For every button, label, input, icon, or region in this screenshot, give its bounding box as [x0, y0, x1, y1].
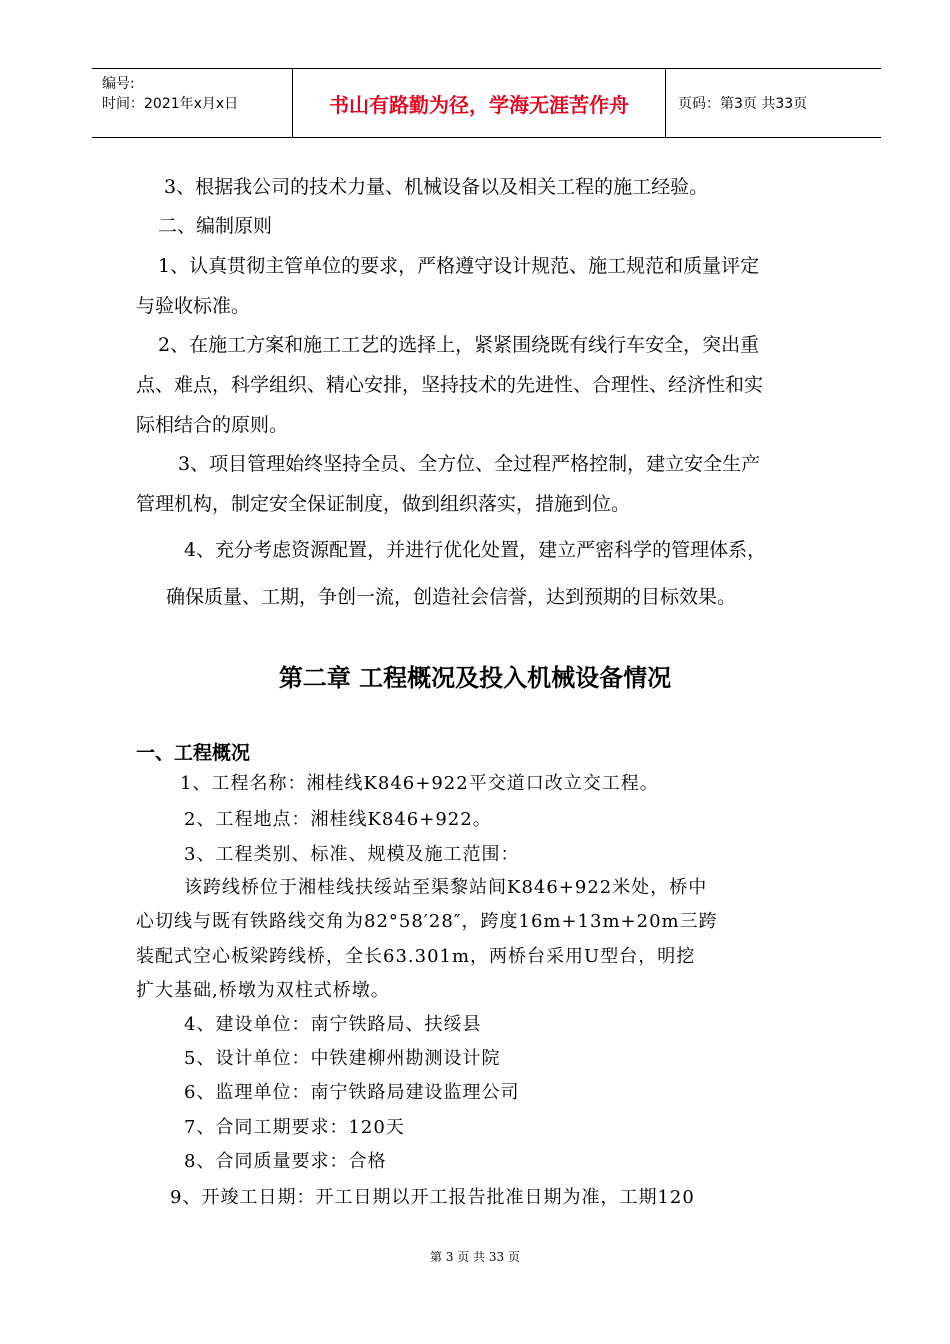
time-label: 时间：2021年x月x日	[102, 96, 239, 112]
project-line: 1、工程名称：湘桂线K846+922平交道口改立交工程。	[180, 773, 659, 794]
page-header	[92, 68, 881, 138]
body-line: 点、难点，科学组织、精心安排，坚持技术的先进性、合理性、经济性和实	[136, 374, 764, 396]
body-heading: 二、编制原则	[158, 215, 273, 237]
body-line: 确保质量、工期，争创一流，创造社会信誉，达到预期的目标效果。	[166, 586, 737, 608]
body-line: 4、充分考虑资源配置，并进行优化处置，建立严密科学的管理体系，	[184, 539, 767, 561]
section-title: 一、工程概况	[136, 742, 251, 764]
project-line: 9、开竣工日期：开工日期以开工报告批准日期为准，工期120	[170, 1187, 695, 1208]
body-line: 3、根据我公司的技术力量、机械设备以及相关工程的施工经验。	[164, 176, 709, 198]
header-meta	[92, 69, 293, 137]
body-line: 与验收标准。	[136, 295, 251, 317]
project-line: 5、设计单位：中铁建柳州勘测设计院	[184, 1048, 501, 1069]
project-line: 3、工程类别、标准、规模及施工范围：	[184, 844, 520, 865]
header-page-info: 页码：第3页 共33页	[678, 96, 808, 112]
project-line: 7、合同工期要求：120天	[184, 1117, 405, 1138]
project-line: 4、建设单位：南宁铁路局、扶绥县	[184, 1014, 482, 1035]
project-line: 该跨线桥位于湘桂线扶绥站至渠黎站间K846+922米处，桥中	[184, 877, 708, 898]
header-motto: 书山有路勤为径，学海无涯苦作舟	[293, 69, 666, 137]
body-line: 2、在施工方案和施工工艺的选择上，紧紧围绕既有线行车安全，突出重	[158, 334, 760, 356]
page-footer: 第 3 页 共 33 页	[430, 1250, 520, 1264]
project-line: 6、监理单位：南宁铁路局建设监理公司	[184, 1082, 520, 1103]
body-line: 1、认真贯彻主管单位的要求，严格遵守设计规范、施工规范和质量评定	[158, 255, 760, 277]
chapter-title: 第二章 工程概况及投入机械设备情况	[278, 664, 672, 692]
project-line: 扩大基础,桥墩为双柱式桥墩。	[136, 980, 390, 1001]
body-line: 3、项目管理始终坚持全员、全方位、全过程严格控制，建立安全生产	[178, 453, 761, 475]
body-line: 际相结合的原则。	[136, 414, 289, 436]
project-line: 心切线与既有铁路线交角为82°58′28″，跨度16m+13m+20m三跨	[136, 911, 718, 932]
project-line: 装配式空心板梁跨线桥，全长63.301m，两桥台采用U型台，明挖	[136, 946, 696, 967]
code-label: 编号:	[102, 76, 135, 92]
project-line: 8、合同质量要求：合格	[184, 1151, 387, 1172]
body-line: 管理机构，制定安全保证制度，做到组织落实，措施到位。	[136, 493, 631, 515]
project-line: 2、工程地点：湘桂线K846+922。	[184, 809, 492, 830]
